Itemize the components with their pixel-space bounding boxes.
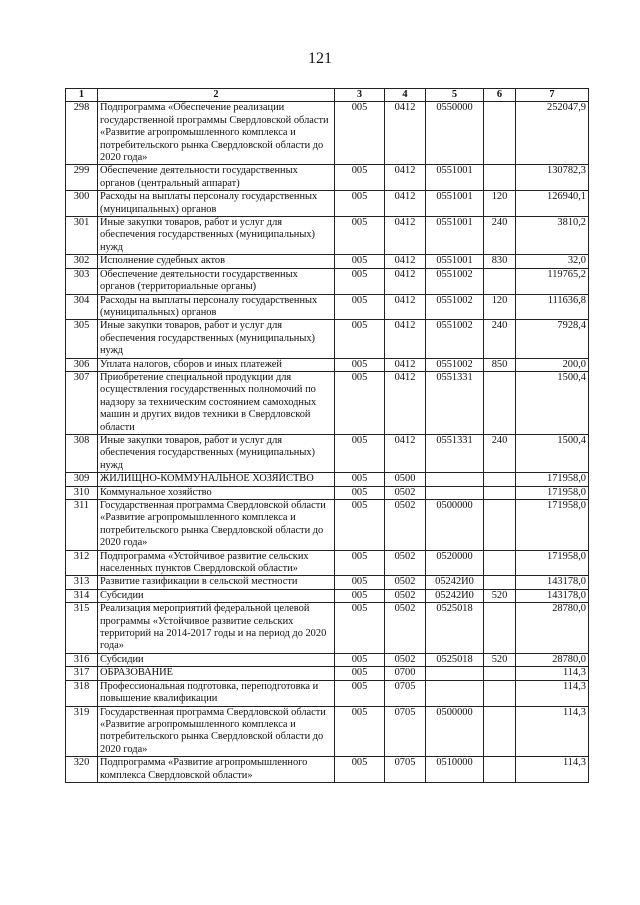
row-target-code: [426, 667, 484, 680]
row-expense-type: [484, 667, 516, 680]
table-row: [66, 576, 589, 589]
row-expense-type: 120: [484, 191, 516, 217]
row-amount: 111636,8: [516, 294, 589, 320]
row-expense-type: 850: [484, 358, 516, 371]
row-target-code: [426, 680, 484, 706]
row-section-code: 0705: [385, 757, 426, 783]
row-admin-code: 005: [335, 589, 385, 602]
table-row: [66, 706, 589, 757]
row-section-code: 0502: [385, 486, 426, 499]
table-row: [66, 486, 589, 499]
row-section-code: 0412: [385, 320, 426, 358]
row-number: 304: [66, 294, 98, 320]
row-section-code: 0502: [385, 653, 426, 666]
row-number: 315: [66, 603, 98, 654]
row-target-code: 05242И0: [426, 576, 484, 589]
row-target-code: 0500000: [426, 500, 484, 551]
row-number: 308: [66, 434, 98, 472]
row-admin-code: 005: [335, 486, 385, 499]
row-name: Обеспечение деятельности государственных органов (центральный аппарат): [98, 165, 335, 191]
row-target-code: 0551001: [426, 191, 484, 217]
row-admin-code: 005: [335, 667, 385, 680]
row-number: 319: [66, 706, 98, 757]
row-admin-code: 005: [335, 217, 385, 255]
row-admin-code: 005: [335, 255, 385, 268]
row-admin-code: 005: [335, 102, 385, 165]
row-section-code: 0705: [385, 680, 426, 706]
row-admin-code: 005: [335, 320, 385, 358]
row-name: Подпрограмма «Устойчивое развитие сельских населенных пунктов Свердловской области»: [98, 550, 335, 576]
row-amount: 28780,0: [516, 603, 589, 654]
row-admin-code: 005: [335, 371, 385, 434]
row-expense-type: 520: [484, 653, 516, 666]
row-section-code: 0412: [385, 268, 426, 294]
row-name: Реализация мероприятий федеральной целевой программы «Устойчивое развитие сельских территорий на 2014-2017 годы и на период до 2020 года»: [98, 603, 335, 654]
row-name: Подпрограмма «Развитие агропромышленного комплекса Свердловской области»: [98, 757, 335, 783]
row-target-code: 0551002: [426, 294, 484, 320]
row-section-code: 0412: [385, 165, 426, 191]
header-col-2: 2: [98, 89, 335, 102]
table-row: [66, 473, 589, 486]
header-col-6: 6: [484, 89, 516, 102]
header-col-4: 4: [385, 89, 426, 102]
row-admin-code: 005: [335, 358, 385, 371]
row-number: 320: [66, 757, 98, 783]
row-expense-type: 120: [484, 294, 516, 320]
row-amount: 126940,1: [516, 191, 589, 217]
row-number: 309: [66, 473, 98, 486]
row-admin-code: 005: [335, 434, 385, 472]
row-number: 306: [66, 358, 98, 371]
row-target-code: [426, 486, 484, 499]
row-number: 310: [66, 486, 98, 499]
row-number: 307: [66, 371, 98, 434]
row-amount: 114,3: [516, 680, 589, 706]
row-number: 312: [66, 550, 98, 576]
table-header: [66, 89, 589, 102]
row-admin-code: 005: [335, 500, 385, 551]
row-admin-code: 005: [335, 757, 385, 783]
table-row: [66, 165, 589, 191]
row-section-code: 0412: [385, 371, 426, 434]
header-col-1: 1: [66, 89, 98, 102]
budget-table: [65, 88, 589, 783]
row-number: 316: [66, 653, 98, 666]
row-expense-type: 520: [484, 589, 516, 602]
row-amount: 114,3: [516, 706, 589, 757]
row-number: 311: [66, 500, 98, 551]
row-expense-type: [484, 268, 516, 294]
row-admin-code: 005: [335, 191, 385, 217]
row-expense-type: 830: [484, 255, 516, 268]
row-admin-code: 005: [335, 473, 385, 486]
row-number: 300: [66, 191, 98, 217]
row-target-code: 0500000: [426, 706, 484, 757]
row-name: Иные закупки товаров, работ и услуг для обеспечения государственных (муниципальных) нужд: [98, 217, 335, 255]
row-expense-type: [484, 550, 516, 576]
table-body: [66, 102, 589, 783]
row-expense-type: [484, 473, 516, 486]
row-target-code: 0510000: [426, 757, 484, 783]
row-target-code: 0525018: [426, 653, 484, 666]
table-row: [66, 550, 589, 576]
row-section-code: 0412: [385, 358, 426, 371]
row-target-code: 0551002: [426, 358, 484, 371]
table-row: [66, 294, 589, 320]
row-amount: 1500,4: [516, 371, 589, 434]
row-amount: 252047,9: [516, 102, 589, 165]
table-row: [66, 255, 589, 268]
row-expense-type: 240: [484, 217, 516, 255]
row-name: ЖИЛИЩНО-КОММУНАЛЬНОЕ ХОЗЯЙСТВО: [98, 473, 335, 486]
page-number: 121: [308, 50, 332, 67]
row-name: Расходы на выплаты персоналу государственных (муниципальных) органов: [98, 294, 335, 320]
row-number: 301: [66, 217, 98, 255]
table-row: [66, 102, 589, 165]
table-row: [66, 653, 589, 666]
row-name: Коммунальное хозяйство: [98, 486, 335, 499]
row-number: 314: [66, 589, 98, 602]
row-target-code: 05242И0: [426, 589, 484, 602]
row-section-code: 0412: [385, 102, 426, 165]
row-name: Приобретение специальной продукции для осуществления государственных полномочий по надзору за техническим состоянием самоходных машин и других видов техники в Свердловской области: [98, 371, 335, 434]
table-row: [66, 268, 589, 294]
row-amount: 7928,4: [516, 320, 589, 358]
table-row: [66, 371, 589, 434]
row-amount: 119765,2: [516, 268, 589, 294]
row-name: Развитие газификации в сельской местности: [98, 576, 335, 589]
row-amount: 171958,0: [516, 473, 589, 486]
row-amount: 32,0: [516, 255, 589, 268]
row-admin-code: 005: [335, 603, 385, 654]
table-row: [66, 500, 589, 551]
row-section-code: 0502: [385, 500, 426, 551]
row-amount: 130782,3: [516, 165, 589, 191]
header-row: [66, 89, 589, 102]
row-admin-code: 005: [335, 680, 385, 706]
row-name: Иные закупки товаров, работ и услуг для обеспечения государственных (муниципальных) нужд: [98, 320, 335, 358]
row-target-code: 0551001: [426, 165, 484, 191]
row-expense-type: [484, 603, 516, 654]
row-number: 317: [66, 667, 98, 680]
row-expense-type: [484, 165, 516, 191]
row-admin-code: 005: [335, 294, 385, 320]
row-amount: 171958,0: [516, 550, 589, 576]
row-target-code: 0551331: [426, 371, 484, 434]
row-expense-type: [484, 757, 516, 783]
table-row: [66, 320, 589, 358]
row-amount: 200,0: [516, 358, 589, 371]
row-section-code: 0412: [385, 434, 426, 472]
row-amount: 171958,0: [516, 486, 589, 499]
row-expense-type: [484, 371, 516, 434]
row-target-code: 0551002: [426, 268, 484, 294]
header-col-5: 5: [426, 89, 484, 102]
row-expense-type: [484, 102, 516, 165]
row-amount: 143178,0: [516, 576, 589, 589]
header-col-7: 7: [516, 89, 589, 102]
row-expense-type: 240: [484, 320, 516, 358]
row-target-code: 0551331: [426, 434, 484, 472]
row-number: 313: [66, 576, 98, 589]
row-expense-type: [484, 500, 516, 551]
table-row: [66, 667, 589, 680]
table-row: [66, 757, 589, 783]
row-admin-code: 005: [335, 653, 385, 666]
row-name: Государственная программа Свердловской области «Развитие агропромышленного комплекса и потребительского рынка Свердловской области до 2020 года»: [98, 500, 335, 551]
row-number: 302: [66, 255, 98, 268]
row-name: Расходы на выплаты персоналу государственных (муниципальных) органов: [98, 191, 335, 217]
row-amount: 3810,2: [516, 217, 589, 255]
row-name: Профессиональная подготовка, переподготовка и повышение квалификации: [98, 680, 335, 706]
row-admin-code: 005: [335, 706, 385, 757]
row-number: 303: [66, 268, 98, 294]
row-expense-type: [484, 706, 516, 757]
row-number: 318: [66, 680, 98, 706]
row-name: Государственная программа Свердловской области «Развитие агропромышленного комплекса и потребительского рынка Свердловской области до 2020 года»: [98, 706, 335, 757]
row-name: Обеспечение деятельности государственных органов (территориальные органы): [98, 268, 335, 294]
row-number: 305: [66, 320, 98, 358]
row-target-code: [426, 473, 484, 486]
row-section-code: 0412: [385, 191, 426, 217]
row-target-code: 0525018: [426, 603, 484, 654]
row-section-code: 0500: [385, 473, 426, 486]
row-target-code: 0550000: [426, 102, 484, 165]
row-amount: 114,3: [516, 667, 589, 680]
table-row: [66, 589, 589, 602]
row-name: Субсидии: [98, 653, 335, 666]
row-section-code: 0705: [385, 706, 426, 757]
table-row: [66, 217, 589, 255]
row-expense-type: [484, 680, 516, 706]
row-amount: 171958,0: [516, 500, 589, 551]
row-name: Подпрограмма «Обеспечение реализации государственной программы Свердловской области «Развитие агропромышленного комплекса и потребительского рынка Свердловской области до 2020 года»: [98, 102, 335, 165]
row-name: ОБРАЗОВАНИЕ: [98, 667, 335, 680]
row-name: Иные закупки товаров, работ и услуг для обеспечения государственных (муниципальных) нужд: [98, 434, 335, 472]
row-expense-type: [484, 486, 516, 499]
table-row: [66, 603, 589, 654]
row-amount: 114,3: [516, 757, 589, 783]
table-row: [66, 680, 589, 706]
row-target-code: 0551001: [426, 255, 484, 268]
row-number: 299: [66, 165, 98, 191]
row-name: Уплата налогов, сборов и иных платежей: [98, 358, 335, 371]
table-row: [66, 434, 589, 472]
row-section-code: 0412: [385, 217, 426, 255]
row-number: 298: [66, 102, 98, 165]
row-section-code: 0502: [385, 603, 426, 654]
row-admin-code: 005: [335, 268, 385, 294]
row-expense-type: 240: [484, 434, 516, 472]
row-section-code: 0412: [385, 255, 426, 268]
row-target-code: 0551002: [426, 320, 484, 358]
row-amount: 1500,4: [516, 434, 589, 472]
row-section-code: 0502: [385, 589, 426, 602]
row-admin-code: 005: [335, 576, 385, 589]
row-section-code: 0412: [385, 294, 426, 320]
row-admin-code: 005: [335, 165, 385, 191]
row-name: Исполнение судебных актов: [98, 255, 335, 268]
row-section-code: 0502: [385, 550, 426, 576]
row-name: Субсидии: [98, 589, 335, 602]
header-col-3: 3: [335, 89, 385, 102]
row-target-code: 0520000: [426, 550, 484, 576]
row-admin-code: 005: [335, 550, 385, 576]
row-amount: 28780,0: [516, 653, 589, 666]
table-row: [66, 358, 589, 371]
row-target-code: 0551001: [426, 217, 484, 255]
row-section-code: 0700: [385, 667, 426, 680]
row-amount: 143178,0: [516, 589, 589, 602]
row-expense-type: [484, 576, 516, 589]
row-section-code: 0502: [385, 576, 426, 589]
table-row: [66, 191, 589, 217]
